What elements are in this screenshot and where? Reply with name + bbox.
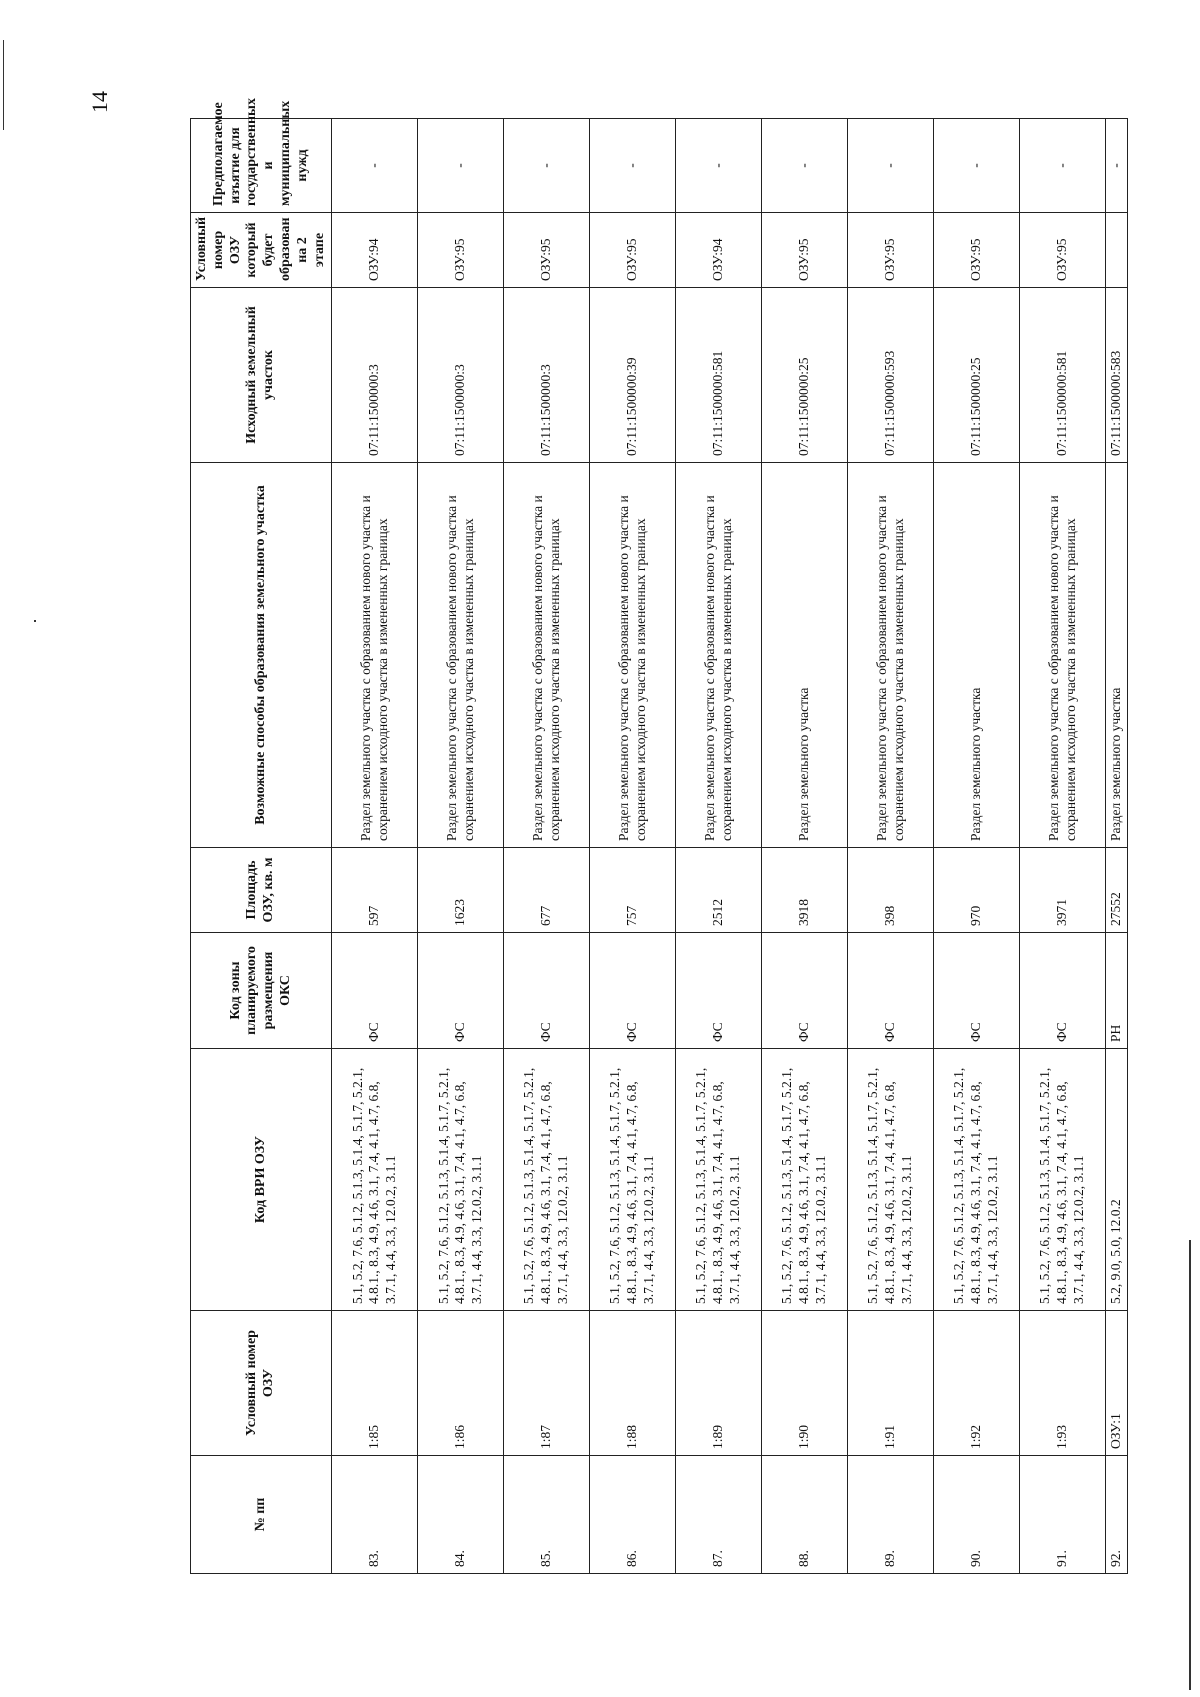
row-source-plot: 07:11:1500000:25 <box>762 288 848 463</box>
row-area: 677 <box>504 848 590 933</box>
table-row <box>934 119 1020 1574</box>
row-formation-way: Раздел земельного участка <box>762 463 848 848</box>
row-formation-way: Раздел земельного участка с образованием нового участка и сохранением исходного участка в измененных границах <box>504 463 590 848</box>
row-number: 84. <box>418 1456 504 1574</box>
row-vri-codes: 5.1, 5.2, 7.6, 5.1.2, 5.1.3, 5.1.4, 5.1.7, 5.2.1, 4.8.1., 8.3, 4.9, 4.6, 3.1, 7.4, 4.1, 4.7, 6.8, 3.7.1, 4.4, 3.3, 12.0.2, 3.1.1 <box>762 1049 848 1311</box>
table-row <box>590 119 676 1574</box>
row-cond-number: ОЗУ:1 <box>1106 1311 1128 1456</box>
row-stage2-number: ОЗУ:94 <box>332 213 418 288</box>
header-zone: Код зоны планируемого размещения ОКС <box>191 933 332 1049</box>
row-zone-code: ФС <box>848 933 934 1049</box>
header-seizure: Предполагаемое изъятие для государственных и муниципальных нужд <box>191 119 332 213</box>
row-zone-code: РН <box>1106 933 1128 1049</box>
header-vri: Код ВРИ ОЗУ <box>191 1049 332 1311</box>
row-stage2-number: ОЗУ:95 <box>848 213 934 288</box>
table-row <box>848 119 934 1574</box>
row-stage2-number: ОЗУ:94 <box>676 213 762 288</box>
row-number: 92. <box>1106 1456 1128 1574</box>
table-row <box>1020 119 1106 1574</box>
row-seizure: - <box>418 119 504 213</box>
row-source-plot: 07:11:1500000:25 <box>934 288 1020 463</box>
row-vri-codes: 5.1, 5.2, 7.6, 5.1.2, 5.1.3, 5.1.4, 5.1.7, 5.2.1, 4.8.1., 8.3, 4.9, 4.6, 3.1, 7.4, 4.1, 4.7, 6.8, 3.7.1, 4.4, 3.3, 12.0.2, 3.1.1 <box>590 1049 676 1311</box>
header-source: Исходный земельный участок <box>191 288 332 463</box>
row-number: 87. <box>676 1456 762 1574</box>
row-stage2-number: ОЗУ:95 <box>504 213 590 288</box>
row-vri-codes: 5.2, 9.0, 5.0, 12.0.2 <box>1106 1049 1128 1311</box>
row-formation-way: Раздел земельного участка с образованием нового участка и сохранением исходного участка в измененных границах <box>848 463 934 848</box>
land-plots-table <box>190 98 1128 1574</box>
row-vri-codes: 5.1, 5.2, 7.6, 5.1.2, 5.1.3, 5.1.4, 5.1.7, 5.2.1, 4.8.1., 8.3, 4.9, 4.6, 3.1, 7.4, 4.1, 4.7, 6.8, 3.7.1, 4.4, 3.3, 12.0.2, 3.1.1 <box>418 1049 504 1311</box>
row-zone-code: ФС <box>418 933 504 1049</box>
row-area: 398 <box>848 848 934 933</box>
rotated-table-container <box>190 98 1128 1574</box>
row-formation-way: Раздел земельного участка <box>934 463 1020 848</box>
scan-edge-mark <box>34 620 36 622</box>
row-number: 83. <box>332 1456 418 1574</box>
row-vri-codes: 5.1, 5.2, 7.6, 5.1.2, 5.1.3, 5.1.4, 5.1.7, 5.2.1, 4.8.1., 8.3, 4.9, 4.6, 3.1, 7.4, 4.1, 4.7, 6.8, 3.7.1, 4.4, 3.3, 12.0.2, 3.1.1 <box>332 1049 418 1311</box>
row-zone-code: ФС <box>590 933 676 1049</box>
row-cond-number: 1:90 <box>762 1311 848 1456</box>
row-seizure: - <box>590 119 676 213</box>
row-cond-number: 1:93 <box>1020 1311 1106 1456</box>
row-source-plot: 07:11:1500000:593 <box>848 288 934 463</box>
row-stage2-number: ОЗУ:95 <box>590 213 676 288</box>
row-formation-way: Раздел земельного участка с образованием нового участка и сохранением исходного участка в измененных границах <box>332 463 418 848</box>
row-area: 3971 <box>1020 848 1106 933</box>
row-formation-way: Раздел земельного участка с образованием нового участка и сохранением исходного участка в измененных границах <box>418 463 504 848</box>
row-stage2-number: ОЗУ:95 <box>418 213 504 288</box>
row-vri-codes: 5.1, 5.2, 7.6, 5.1.2, 5.1.3, 5.1.4, 5.1.7, 5.2.1, 4.8.1., 8.3, 4.9, 4.6, 3.1, 7.4, 4.1, 4.7, 6.8, 3.7.1, 4.4, 3.3, 12.0.2, 3.1.1 <box>848 1049 934 1311</box>
table-row <box>332 119 418 1574</box>
row-zone-code: ФС <box>762 933 848 1049</box>
row-area: 2512 <box>676 848 762 933</box>
row-source-plot: 07:11:1500000:39 <box>590 288 676 463</box>
row-zone-code: ФС <box>676 933 762 1049</box>
row-source-plot: 07:11:1500000:581 <box>676 288 762 463</box>
row-stage2-number <box>1106 213 1128 288</box>
row-stage2-number: ОЗУ:95 <box>762 213 848 288</box>
row-seizure: - <box>1020 119 1106 213</box>
row-area: 970 <box>934 848 1020 933</box>
header-area: Площадь ОЗУ, кв. м <box>191 848 332 933</box>
row-seizure: - <box>332 119 418 213</box>
table-row <box>418 119 504 1574</box>
row-formation-way: Раздел земельного участка <box>1106 463 1128 848</box>
row-cond-number: 1:86 <box>418 1311 504 1456</box>
row-cond-number: 1:87 <box>504 1311 590 1456</box>
row-number: 86. <box>590 1456 676 1574</box>
row-number: 90. <box>934 1456 1020 1574</box>
row-vri-codes: 5.1, 5.2, 7.6, 5.1.2, 5.1.3, 5.1.4, 5.1.7, 5.2.1, 4.8.1., 8.3, 4.9, 4.6, 3.1, 7.4, 4.1, 4.7, 6.8, 3.7.1, 4.4, 3.3, 12.0.2, 3.1.1 <box>504 1049 590 1311</box>
row-source-plot: 07:11:1500000:3 <box>504 288 590 463</box>
row-formation-way: Раздел земельного участка с образованием нового участка и сохранением исходного участка в измененных границах <box>676 463 762 848</box>
header-stage2: Условный номер ОЗУ который будет образован на 2 этапе <box>191 213 332 288</box>
row-seizure: - <box>848 119 934 213</box>
row-number: 89. <box>848 1456 934 1574</box>
scan-edge-mark <box>1189 1240 1191 1690</box>
row-area: 757 <box>590 848 676 933</box>
row-vri-codes: 5.1, 5.2, 7.6, 5.1.2, 5.1.3, 5.1.4, 5.1.7, 5.2.1, 4.8.1., 8.3, 4.9, 4.6, 3.1, 7.4, 4.1, 4.7, 6.8, 3.7.1, 4.4, 3.3, 12.0.2, 3.1.1 <box>1020 1049 1106 1311</box>
row-formation-way: Раздел земельного участка с образованием нового участка и сохранением исходного участка в измененных границах <box>590 463 676 848</box>
row-zone-code: ФС <box>1020 933 1106 1049</box>
row-source-plot: 07:11:1500000:583 <box>1106 288 1128 463</box>
row-source-plot: 07:11:1500000:3 <box>418 288 504 463</box>
header-cond-num: Условный номер ОЗУ <box>191 1311 332 1456</box>
row-zone-code: ФС <box>504 933 590 1049</box>
row-seizure: - <box>504 119 590 213</box>
row-area: 597 <box>332 848 418 933</box>
table-header-row <box>191 119 332 1574</box>
row-stage2-number: ОЗУ:95 <box>934 213 1020 288</box>
row-number: 88. <box>762 1456 848 1574</box>
scan-edge-mark <box>3 40 4 130</box>
row-area: 27552 <box>1106 848 1128 933</box>
row-formation-way: Раздел земельного участка с образованием нового участка и сохранением исходного участка в измененных границах <box>1020 463 1106 848</box>
row-seizure: - <box>676 119 762 213</box>
row-cond-number: 1:88 <box>590 1311 676 1456</box>
row-source-plot: 07:11:1500000:581 <box>1020 288 1106 463</box>
table-row <box>762 119 848 1574</box>
row-number: 91. <box>1020 1456 1106 1574</box>
row-area: 1623 <box>418 848 504 933</box>
row-vri-codes: 5.1, 5.2, 7.6, 5.1.2, 5.1.3, 5.1.4, 5.1.7, 5.2.1, 4.8.1., 8.3, 4.9, 4.6, 3.1, 7.4, 4.1, 4.7, 6.8, 3.7.1, 4.4, 3.3, 12.0.2, 3.1.1 <box>676 1049 762 1311</box>
table-row <box>676 119 762 1574</box>
header-num: № пп <box>191 1456 332 1574</box>
row-zone-code: ФС <box>934 933 1020 1049</box>
header-ways: Возможные способы образования земельного участка <box>191 463 332 848</box>
row-seizure: - <box>762 119 848 213</box>
table-row <box>504 119 590 1574</box>
row-cond-number: 1:91 <box>848 1311 934 1456</box>
row-area: 3918 <box>762 848 848 933</box>
row-cond-number: 1:89 <box>676 1311 762 1456</box>
page-number: 14 <box>87 91 112 113</box>
row-cond-number: 1:92 <box>934 1311 1020 1456</box>
row-cond-number: 1:85 <box>332 1311 418 1456</box>
row-stage2-number: ОЗУ:95 <box>1020 213 1106 288</box>
row-seizure: - <box>934 119 1020 213</box>
row-number: 85. <box>504 1456 590 1574</box>
row-vri-codes: 5.1, 5.2, 7.6, 5.1.2, 5.1.3, 5.1.4, 5.1.7, 5.2.1, 4.8.1., 8.3, 4.9, 4.6, 3.1, 7.4, 4.1, 4.7, 6.8, 3.7.1, 4.4, 3.3, 12.0.2, 3.1.1 <box>934 1049 1020 1311</box>
row-seizure: - <box>1106 119 1128 213</box>
row-zone-code: ФС <box>332 933 418 1049</box>
table-row <box>1106 119 1128 1574</box>
row-source-plot: 07:11:1500000:3 <box>332 288 418 463</box>
